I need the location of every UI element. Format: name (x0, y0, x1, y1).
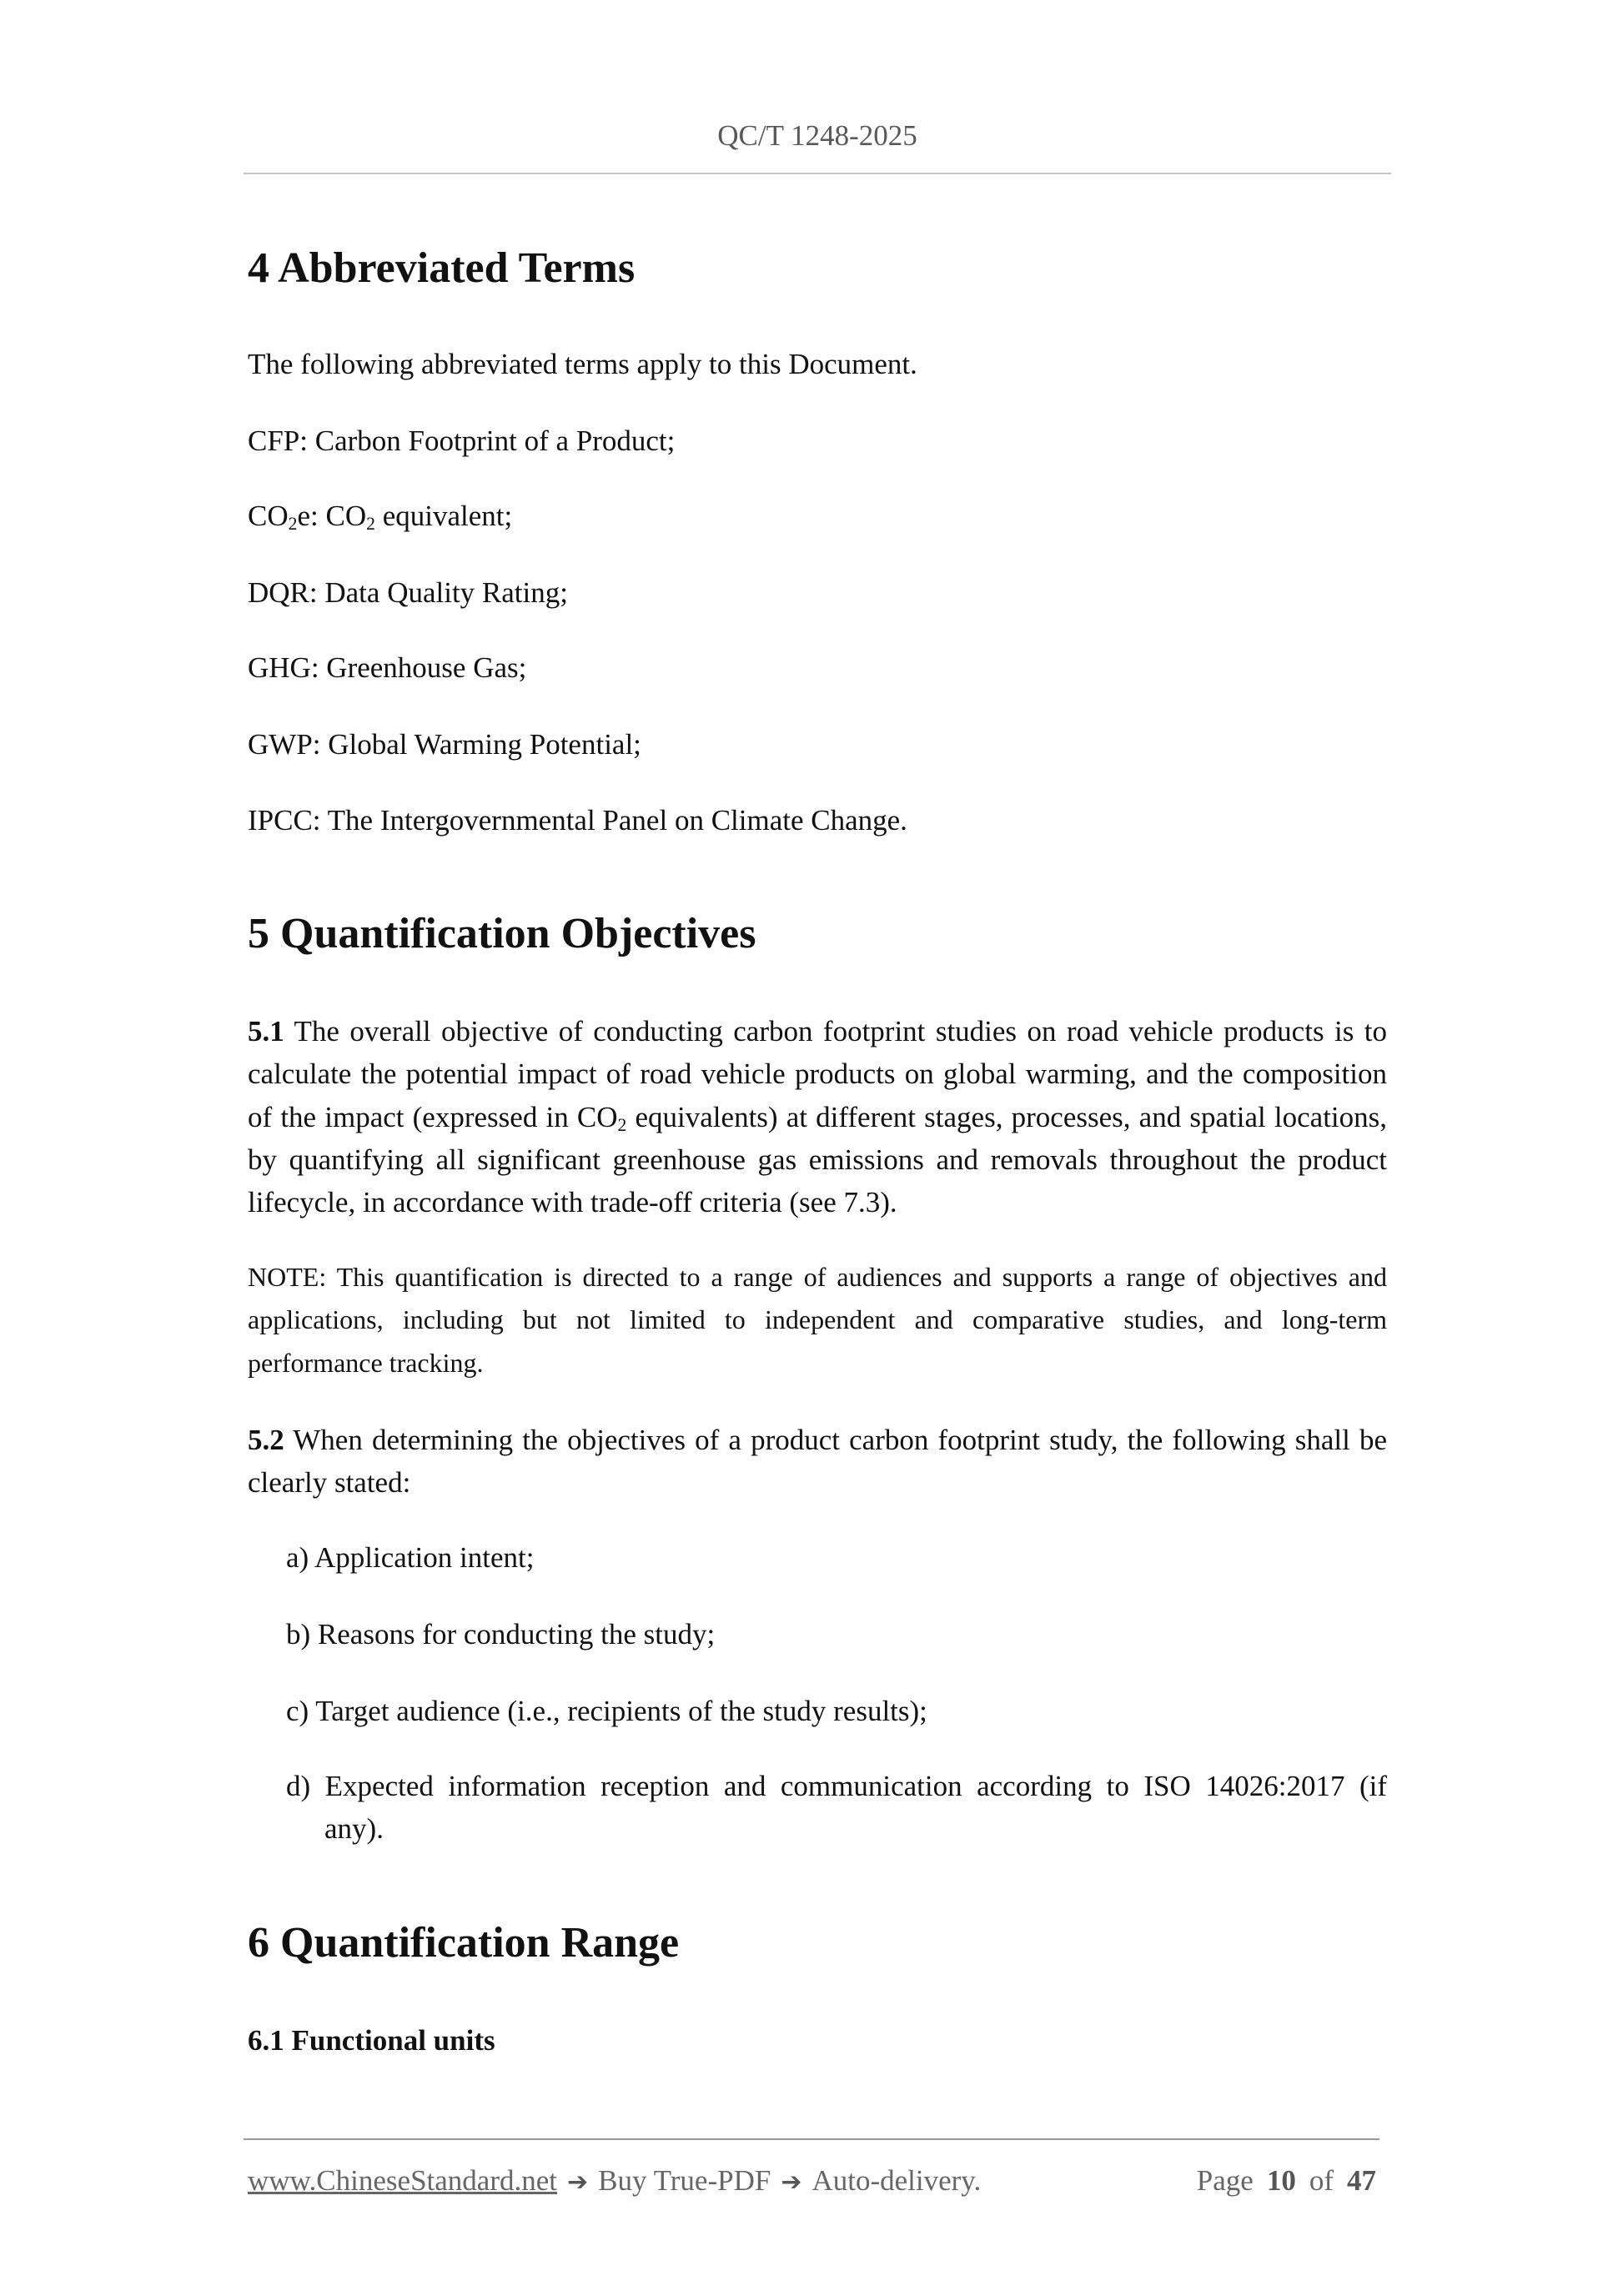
term-co2e (248, 495, 1387, 537)
paragraph-text: of the impact (expressed in CO (248, 1100, 618, 1133)
footer-promo (248, 2159, 981, 2203)
footer-rule (244, 2138, 1379, 2140)
term-co2e-part: CO (248, 500, 289, 532)
term-co2e-part: e: CO (297, 500, 367, 532)
running-header-doc-code: QC/T 1248-2025 (717, 119, 917, 152)
clause-number: 5.1 (248, 1015, 284, 1048)
header-rule (244, 173, 1391, 174)
clause-5-1 (248, 1010, 1387, 1223)
section-4-heading: 4 Abbreviated Terms (248, 244, 636, 292)
paragraph-line: lifecycle, in accordance with trade-off criteria (see 7.3). (248, 1186, 897, 1219)
note-line: performance tracking. (248, 1347, 484, 1378)
subscript: 2 (617, 1114, 627, 1135)
paragraph-text: The overall objective of conducting carbon footprint studies on road vehicle products is to (284, 1015, 1387, 1048)
paragraph-text: When determining the objectives of a product carbon footprint study, the following shall be (284, 1424, 1387, 1456)
list-item-a (286, 1536, 1387, 1579)
paragraph-line (248, 1010, 1387, 1053)
subsection-6-1-heading: 6.1 Functional units (248, 2024, 495, 2057)
subscript: 2 (366, 513, 375, 534)
note-line: NOTE: This quantification is directed to a range of audiences and supports a range of objectives and (248, 1262, 1387, 1292)
paragraph-line (248, 1096, 1387, 1138)
paragraph-line: by quantifying all significant greenhouse gas emissions and removals throughout the product (248, 1143, 1387, 1176)
list-item-d (286, 1765, 1387, 1851)
arrow-right-icon: ➔ (781, 2168, 802, 2197)
footer-website-link[interactable]: www.ChineseStandard.net (248, 2164, 557, 2197)
paragraph-line: clearly stated: (248, 1466, 411, 1500)
list-item-text: a) Application intent; (286, 1541, 535, 1574)
clause-5-2 (248, 1419, 1387, 1505)
footer-delivery-text: Auto-delivery. (812, 2164, 982, 2197)
term-ipcc: IPCC: The Intergovernmental Panel on Climate Change. (248, 804, 907, 837)
section-5-heading: 5 Quantification Objectives (248, 910, 756, 957)
clause-number: 5.2 (248, 1424, 284, 1456)
page-label: Page (1196, 2164, 1254, 2197)
note-line: applications, including but not limited to independent and comparative studies, and long-term (248, 1304, 1387, 1335)
section-4-intro: The following abbreviated terms apply to this Document. (248, 348, 917, 380)
page-total: 47 (1347, 2164, 1376, 2197)
paragraph-line: calculate the potential impact of road vehicle products on global warming, and the composition (248, 1058, 1387, 1091)
list-item-c (286, 1690, 1387, 1732)
term-gwp: GWP: Global Warming Potential; (248, 728, 641, 761)
arrow-right-icon: ➔ (567, 2168, 589, 2197)
term-cfp: CFP: Carbon Footprint of a Product; (248, 425, 676, 457)
page-current: 10 (1266, 2164, 1296, 2197)
list-item-b (286, 1613, 1387, 1655)
list-item-text: c) Target audience (i.e., recipients of the study results); (286, 1695, 927, 1727)
list-item-text: b) Reasons for conducting the study; (286, 1618, 716, 1650)
footer-buy-text: Buy True-PDF (598, 2164, 771, 2197)
page-of-label: of (1309, 2164, 1334, 2197)
list-item-text: d) Expected information reception and communication according to ISO 14026:2017 (if (286, 1770, 1387, 1802)
subscript: 2 (288, 513, 298, 534)
note-5-1 (248, 1256, 1387, 1384)
paragraph-text: equivalents) at different stages, processes, and spatial locations, (626, 1100, 1388, 1133)
section-6-heading: 6 Quantification Range (248, 1919, 680, 1967)
term-ghg: GHG: Greenhouse Gas; (248, 651, 527, 684)
page-number (1197, 2159, 1376, 2202)
term-dqr: DQR: Data Quality Rating; (248, 576, 568, 609)
list-item-text: any). (324, 1812, 384, 1846)
paragraph-line (248, 1419, 1387, 1461)
term-co2e-part: equivalent; (374, 500, 513, 532)
